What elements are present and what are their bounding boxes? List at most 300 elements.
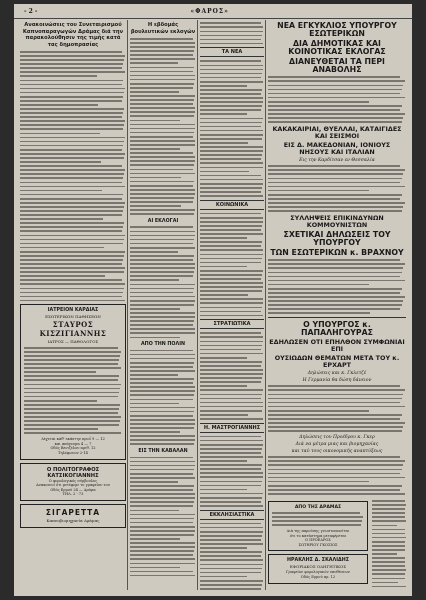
text-line <box>20 161 101 163</box>
text-line <box>268 312 370 314</box>
text-line <box>130 403 179 405</box>
section-heading: ΤΑ ΝΕΑ <box>200 47 264 57</box>
headline: Ο ΥΠΟΥΡΓΟΣ κ. ΠΑΠΑΛΗΓΟΥΡΑΣ <box>301 319 373 337</box>
text-line <box>200 307 262 309</box>
advert-line: ΣΩΤΗΡΙΟΥ ΓΚΟΣΙΟΣ <box>298 542 338 547</box>
text-line <box>130 407 195 409</box>
text-line <box>130 473 193 475</box>
headline-line2: ΕΙΣ Δ. ΜΑΚΕΔΟΝΙΑΝ, ΙΟΝΙΟΥΣ ΝΗΣΟΥΣ ΚΑΙ ΙΤΑΛΙΑΝ <box>283 140 391 156</box>
text-line <box>272 512 360 514</box>
text-line <box>20 267 125 269</box>
text-line <box>130 378 194 380</box>
text-line <box>268 296 405 298</box>
text-line <box>200 448 262 450</box>
text-line <box>24 408 119 410</box>
article-body <box>200 523 264 590</box>
text-line <box>268 89 402 91</box>
text-line <box>130 205 181 207</box>
text-line <box>130 275 193 277</box>
advert-subtitle: ΕΣΩΤΕΡΙΚΩΝ ΠΑΘΗΣΕΩΝ <box>45 314 101 320</box>
text-line <box>268 178 402 180</box>
text-line <box>20 296 122 298</box>
text-line <box>130 571 193 573</box>
text-line <box>200 142 248 144</box>
text-line <box>20 177 123 179</box>
text-line <box>20 51 122 53</box>
text-line <box>20 300 125 302</box>
office-advert <box>20 463 126 501</box>
text-line <box>268 385 400 387</box>
text-line <box>200 254 263 256</box>
text-line <box>200 410 262 412</box>
text-line <box>130 62 178 64</box>
text-line <box>130 148 180 150</box>
subheadline: Δηλώσεις του Προέδρου κ. Γκερ <box>299 434 375 440</box>
text-line <box>130 54 193 56</box>
text-line <box>20 206 124 208</box>
text-line <box>130 239 194 241</box>
article-body <box>200 213 264 317</box>
text-line <box>200 501 261 503</box>
text-line <box>20 71 125 73</box>
text-line <box>200 535 262 537</box>
text-line <box>130 427 194 429</box>
subheadline: Η Γερμανία θα δώση δάνειον <box>302 377 372 383</box>
skalidis-advert <box>268 554 368 583</box>
text-line <box>268 288 402 290</box>
newspaper-page <box>14 4 412 596</box>
text-line <box>372 553 397 555</box>
text-line <box>130 481 178 483</box>
text-line <box>20 288 124 290</box>
text-line <box>200 555 261 557</box>
advert-line: ότι το κατάστημα μεταφέρεται <box>289 533 347 538</box>
text-line <box>200 302 263 304</box>
text-line <box>200 349 261 351</box>
text-line <box>200 154 262 156</box>
article-body <box>268 259 406 314</box>
text-line <box>130 296 195 298</box>
text-line <box>200 158 261 160</box>
text-line <box>200 341 263 343</box>
text-line <box>130 50 194 52</box>
text-line <box>200 531 263 533</box>
text-line <box>200 460 247 462</box>
text-line <box>20 157 124 159</box>
text-line <box>130 394 194 396</box>
text-line <box>20 182 122 184</box>
text-line <box>20 292 123 294</box>
text-line <box>130 477 195 479</box>
text-line <box>200 187 262 189</box>
text-line <box>200 43 263 45</box>
text-line <box>372 537 406 539</box>
text-line <box>24 351 121 353</box>
column-rule <box>127 20 128 590</box>
text-line <box>200 493 263 495</box>
text-line <box>24 347 118 349</box>
column-2 <box>130 20 196 590</box>
text-line <box>20 63 123 65</box>
text-line <box>200 394 262 396</box>
text-line <box>130 292 193 294</box>
text-line <box>200 191 261 193</box>
text-line <box>372 573 405 575</box>
text-line <box>200 237 247 239</box>
text-line <box>268 485 402 487</box>
main-headline: ΝΕΑ ΕΓΚΥΚΛΙΟΣ ΥΠΟΥΡΓΟΥ ΕΣΩΤΕΡΙΚΩΝ <box>277 21 397 38</box>
text-line <box>130 111 195 113</box>
text-line <box>130 156 195 158</box>
text-line <box>130 185 193 187</box>
text-line <box>20 186 125 188</box>
advert-line: Οδός Ερμού αρ. 12 <box>300 574 336 579</box>
text-line <box>20 149 122 151</box>
text-line <box>268 121 402 123</box>
text-line <box>130 255 194 257</box>
text-line <box>268 109 400 111</box>
headline-line3: ΤΩΝ ΕΣΩΤΕΡΙΚΩΝ κ. ΒΡΑΧΝΟΥ <box>270 247 404 257</box>
text-line <box>20 198 122 200</box>
text-line <box>130 95 195 97</box>
text-line <box>20 275 105 277</box>
text-line <box>200 481 262 483</box>
text-line <box>268 113 405 115</box>
text-line <box>200 270 263 272</box>
text-line <box>268 173 403 175</box>
text-line <box>268 489 400 491</box>
text-line <box>20 108 124 110</box>
text-line <box>200 365 261 367</box>
text-line <box>200 245 261 247</box>
text-line <box>200 389 263 391</box>
text-line <box>130 366 193 368</box>
text-line <box>200 543 263 545</box>
text-line <box>20 230 122 232</box>
advert-row <box>268 498 406 590</box>
text-line <box>200 22 261 24</box>
text-line <box>130 308 180 310</box>
text-line <box>20 202 125 204</box>
text-line <box>24 367 121 369</box>
divider <box>268 317 406 318</box>
text-line <box>130 124 195 126</box>
article-body <box>268 456 406 494</box>
text-line <box>268 186 405 188</box>
text-line <box>20 75 97 77</box>
text-line <box>268 190 369 192</box>
text-line <box>200 381 261 383</box>
text-line <box>200 105 262 107</box>
text-line <box>130 522 193 524</box>
text-line <box>130 439 195 441</box>
text-line <box>200 345 262 347</box>
text-line <box>130 312 195 314</box>
text-line <box>130 350 193 352</box>
text-line <box>130 251 178 253</box>
advert-subtitle: Καπνοβιομηχανία Δράμας <box>46 517 100 523</box>
text-line <box>200 65 263 67</box>
text-line <box>372 500 405 502</box>
column-rule <box>197 20 198 590</box>
text-line <box>130 362 194 364</box>
text-line <box>200 69 263 71</box>
article-body <box>130 226 196 338</box>
text-line <box>130 550 194 552</box>
advert-line: Ανακοινοί ότι μετέφερε το γραφείον του <box>36 483 110 488</box>
text-line <box>20 283 125 285</box>
advert-title: ΗΡΑΚΛΗΣ Δ. ΣΚΑΛΙΔΗΣ <box>286 558 350 564</box>
text-line <box>24 363 118 365</box>
text-line <box>200 171 249 173</box>
text-line <box>20 88 125 90</box>
text-line <box>130 510 179 512</box>
text-line <box>200 418 263 420</box>
article-body <box>268 385 406 432</box>
text-line <box>130 42 195 44</box>
section-heading: ΕΙΣ ΤΗΝ ΚΑΒΑΛΑΝ <box>138 449 188 455</box>
text-line <box>130 115 194 117</box>
text-line <box>20 133 100 135</box>
text-line <box>268 464 403 466</box>
text-line <box>130 370 195 372</box>
text-line <box>272 516 363 518</box>
text-line <box>200 468 261 470</box>
text-line <box>20 84 122 86</box>
advert-title: ΑΠΟ ΤΗΣ ΔΡΑΜΑΣ <box>294 504 342 510</box>
text-line <box>130 337 180 339</box>
text-line <box>268 493 405 495</box>
text-line <box>130 263 195 265</box>
text-line <box>24 371 96 373</box>
text-line <box>200 183 263 185</box>
text-line <box>200 274 262 276</box>
text-line <box>130 259 193 261</box>
text-line <box>200 282 263 284</box>
advert-line: και απόγευμα 4 — 7 <box>54 441 92 446</box>
text-line <box>130 169 193 171</box>
text-line <box>20 190 102 192</box>
text-line <box>200 456 263 458</box>
text-line <box>24 432 121 434</box>
text-line <box>20 210 123 212</box>
text-line <box>130 87 193 89</box>
section-heading: ΑΠΟ ΤΗΝ ΠΟΛΙΝ <box>140 342 186 348</box>
text-line <box>372 520 406 522</box>
text-line <box>20 194 123 196</box>
text-line <box>268 456 400 458</box>
text-line <box>200 97 263 99</box>
text-line <box>20 226 123 228</box>
text-line <box>200 580 263 582</box>
text-line <box>200 93 261 95</box>
text-line <box>130 136 193 138</box>
text-line <box>200 77 261 79</box>
text-line <box>200 138 262 140</box>
text-line <box>200 109 261 111</box>
text-line <box>20 251 125 253</box>
text-line <box>200 336 263 338</box>
text-line <box>20 141 124 143</box>
text-line <box>130 144 195 146</box>
text-line <box>130 213 194 215</box>
advert-line: ΤΗΛ. 2 - 73 <box>62 492 84 497</box>
text-line <box>268 473 400 475</box>
article-body <box>130 38 196 215</box>
text-line <box>268 477 405 479</box>
advert-line: Δέχεται καθ' εκάστην πρωΐ 9 — 12 <box>41 437 105 442</box>
text-line <box>20 112 123 114</box>
text-line <box>200 26 263 28</box>
advert-title: Ο ΠΟΛΙΤΟΓΡΑΦΟΣ ΚΑΤΣΙΚΟΓΙΑΝΝΗΣ <box>46 466 100 479</box>
text-line <box>200 31 263 33</box>
text-line <box>200 414 248 416</box>
text-line <box>200 485 261 487</box>
text-line <box>130 457 193 459</box>
text-line <box>200 150 263 152</box>
text-line <box>200 262 261 264</box>
headline-line2: ΕΔΗΛΩΣΕΝ ΟΤΙ ΕΠΗΛΘΟΝ ΣΥΜΦΩΝΙΑΙ ΕΠΙ <box>269 337 405 353</box>
text-line <box>200 472 263 474</box>
text-line <box>130 493 195 495</box>
text-line <box>272 520 362 522</box>
text-line <box>200 118 263 120</box>
text-line <box>200 551 262 553</box>
text-line <box>130 71 193 73</box>
text-line <box>130 534 194 536</box>
advert-body <box>24 347 122 434</box>
text-line <box>200 385 247 387</box>
subheadline: Δηλώσεις και κ. Γκλετζέ <box>307 370 367 376</box>
text-line <box>24 424 119 426</box>
text-line <box>20 80 123 82</box>
text-line <box>130 554 193 556</box>
text-line <box>20 124 124 126</box>
advert-title: ΣΙΓΑΡΕΤΤΑ <box>45 507 101 517</box>
text-line <box>130 91 179 93</box>
text-line <box>268 280 405 282</box>
text-line <box>130 563 195 565</box>
text-line <box>200 357 247 359</box>
text-line <box>200 505 263 507</box>
text-line <box>24 388 120 390</box>
text-line <box>200 213 261 215</box>
text-line <box>130 38 193 40</box>
text-line <box>20 243 123 245</box>
text-line <box>24 355 120 357</box>
text-line <box>20 165 122 167</box>
text-line <box>24 404 120 406</box>
text-line <box>20 116 122 118</box>
text-line <box>20 255 124 257</box>
text-line <box>200 113 247 115</box>
text-line <box>20 263 122 265</box>
text-line <box>372 561 405 563</box>
subheadline: Διά να μέτρα μιας και βιομηχανίας <box>295 441 379 447</box>
text-line <box>268 304 402 306</box>
text-line <box>200 489 247 491</box>
text-line <box>20 214 122 216</box>
text-line <box>200 497 262 499</box>
text-line <box>130 567 180 569</box>
article-body <box>268 165 406 212</box>
text-line <box>130 419 195 421</box>
text-line <box>130 99 194 101</box>
text-line <box>268 410 369 412</box>
masthead <box>14 4 412 19</box>
text-line <box>268 276 400 278</box>
text-line <box>268 206 403 208</box>
text-line <box>200 290 262 292</box>
text-line <box>130 120 180 122</box>
text-line <box>24 392 119 394</box>
text-line <box>372 529 405 531</box>
text-line <box>200 332 261 334</box>
text-line <box>372 541 405 543</box>
text-line <box>200 361 262 363</box>
text-line <box>268 398 402 400</box>
text-line <box>200 85 247 87</box>
text-line <box>130 461 195 463</box>
text-line <box>20 104 98 106</box>
text-line <box>268 308 400 310</box>
text-line <box>268 430 402 432</box>
text-line <box>20 259 123 261</box>
text-line <box>130 83 194 85</box>
text-line <box>200 369 263 371</box>
advert-line: Διά της παρούσης γνωστοποιείται <box>286 529 350 533</box>
text-line <box>200 464 262 466</box>
text-line <box>24 375 119 377</box>
text-line <box>200 35 262 37</box>
text-line <box>130 164 194 166</box>
text-line <box>200 126 261 128</box>
text-line <box>130 390 195 392</box>
text-line <box>130 435 195 437</box>
text-line <box>200 539 261 541</box>
text-line <box>130 75 195 77</box>
text-line <box>372 508 405 510</box>
text-line <box>130 358 195 360</box>
text-line <box>200 195 263 197</box>
column-4 <box>268 20 406 590</box>
text-line <box>268 267 403 269</box>
text-line <box>200 217 263 219</box>
text-line <box>24 428 98 430</box>
text-line <box>200 233 263 235</box>
advert-line: Τηλέφωνον 2-14 <box>58 450 88 455</box>
section-heading: ΚΟΙΝΩΝΙΚΑ <box>200 200 264 210</box>
text-line <box>200 167 263 169</box>
text-line <box>268 426 403 428</box>
text-line <box>20 92 124 94</box>
text-line <box>200 298 263 300</box>
text-line <box>268 182 400 184</box>
text-line <box>372 586 406 588</box>
text-line <box>200 527 263 529</box>
subheadline: Εις την Καρδίτσαν εν Θεσσαλία <box>299 157 375 163</box>
text-line <box>268 169 405 171</box>
text-line <box>130 411 194 413</box>
text-line <box>130 328 195 330</box>
text-line <box>130 431 180 433</box>
text-line <box>20 173 124 175</box>
text-line <box>130 558 195 560</box>
text-line <box>268 101 369 103</box>
section-heading: ΣΤΡΑΤΙΩΤΙΚΑ <box>200 319 264 329</box>
headline: ΚΑΚΑΚΑΙΡΙΑΙ, ΘΥΕΛΛΑΙ, ΚΑΤΑΙΓΙΔΕΣ ΚΑΙ ΣΕΙΣΜΟΙ <box>272 124 402 140</box>
drama-advert <box>268 501 368 552</box>
